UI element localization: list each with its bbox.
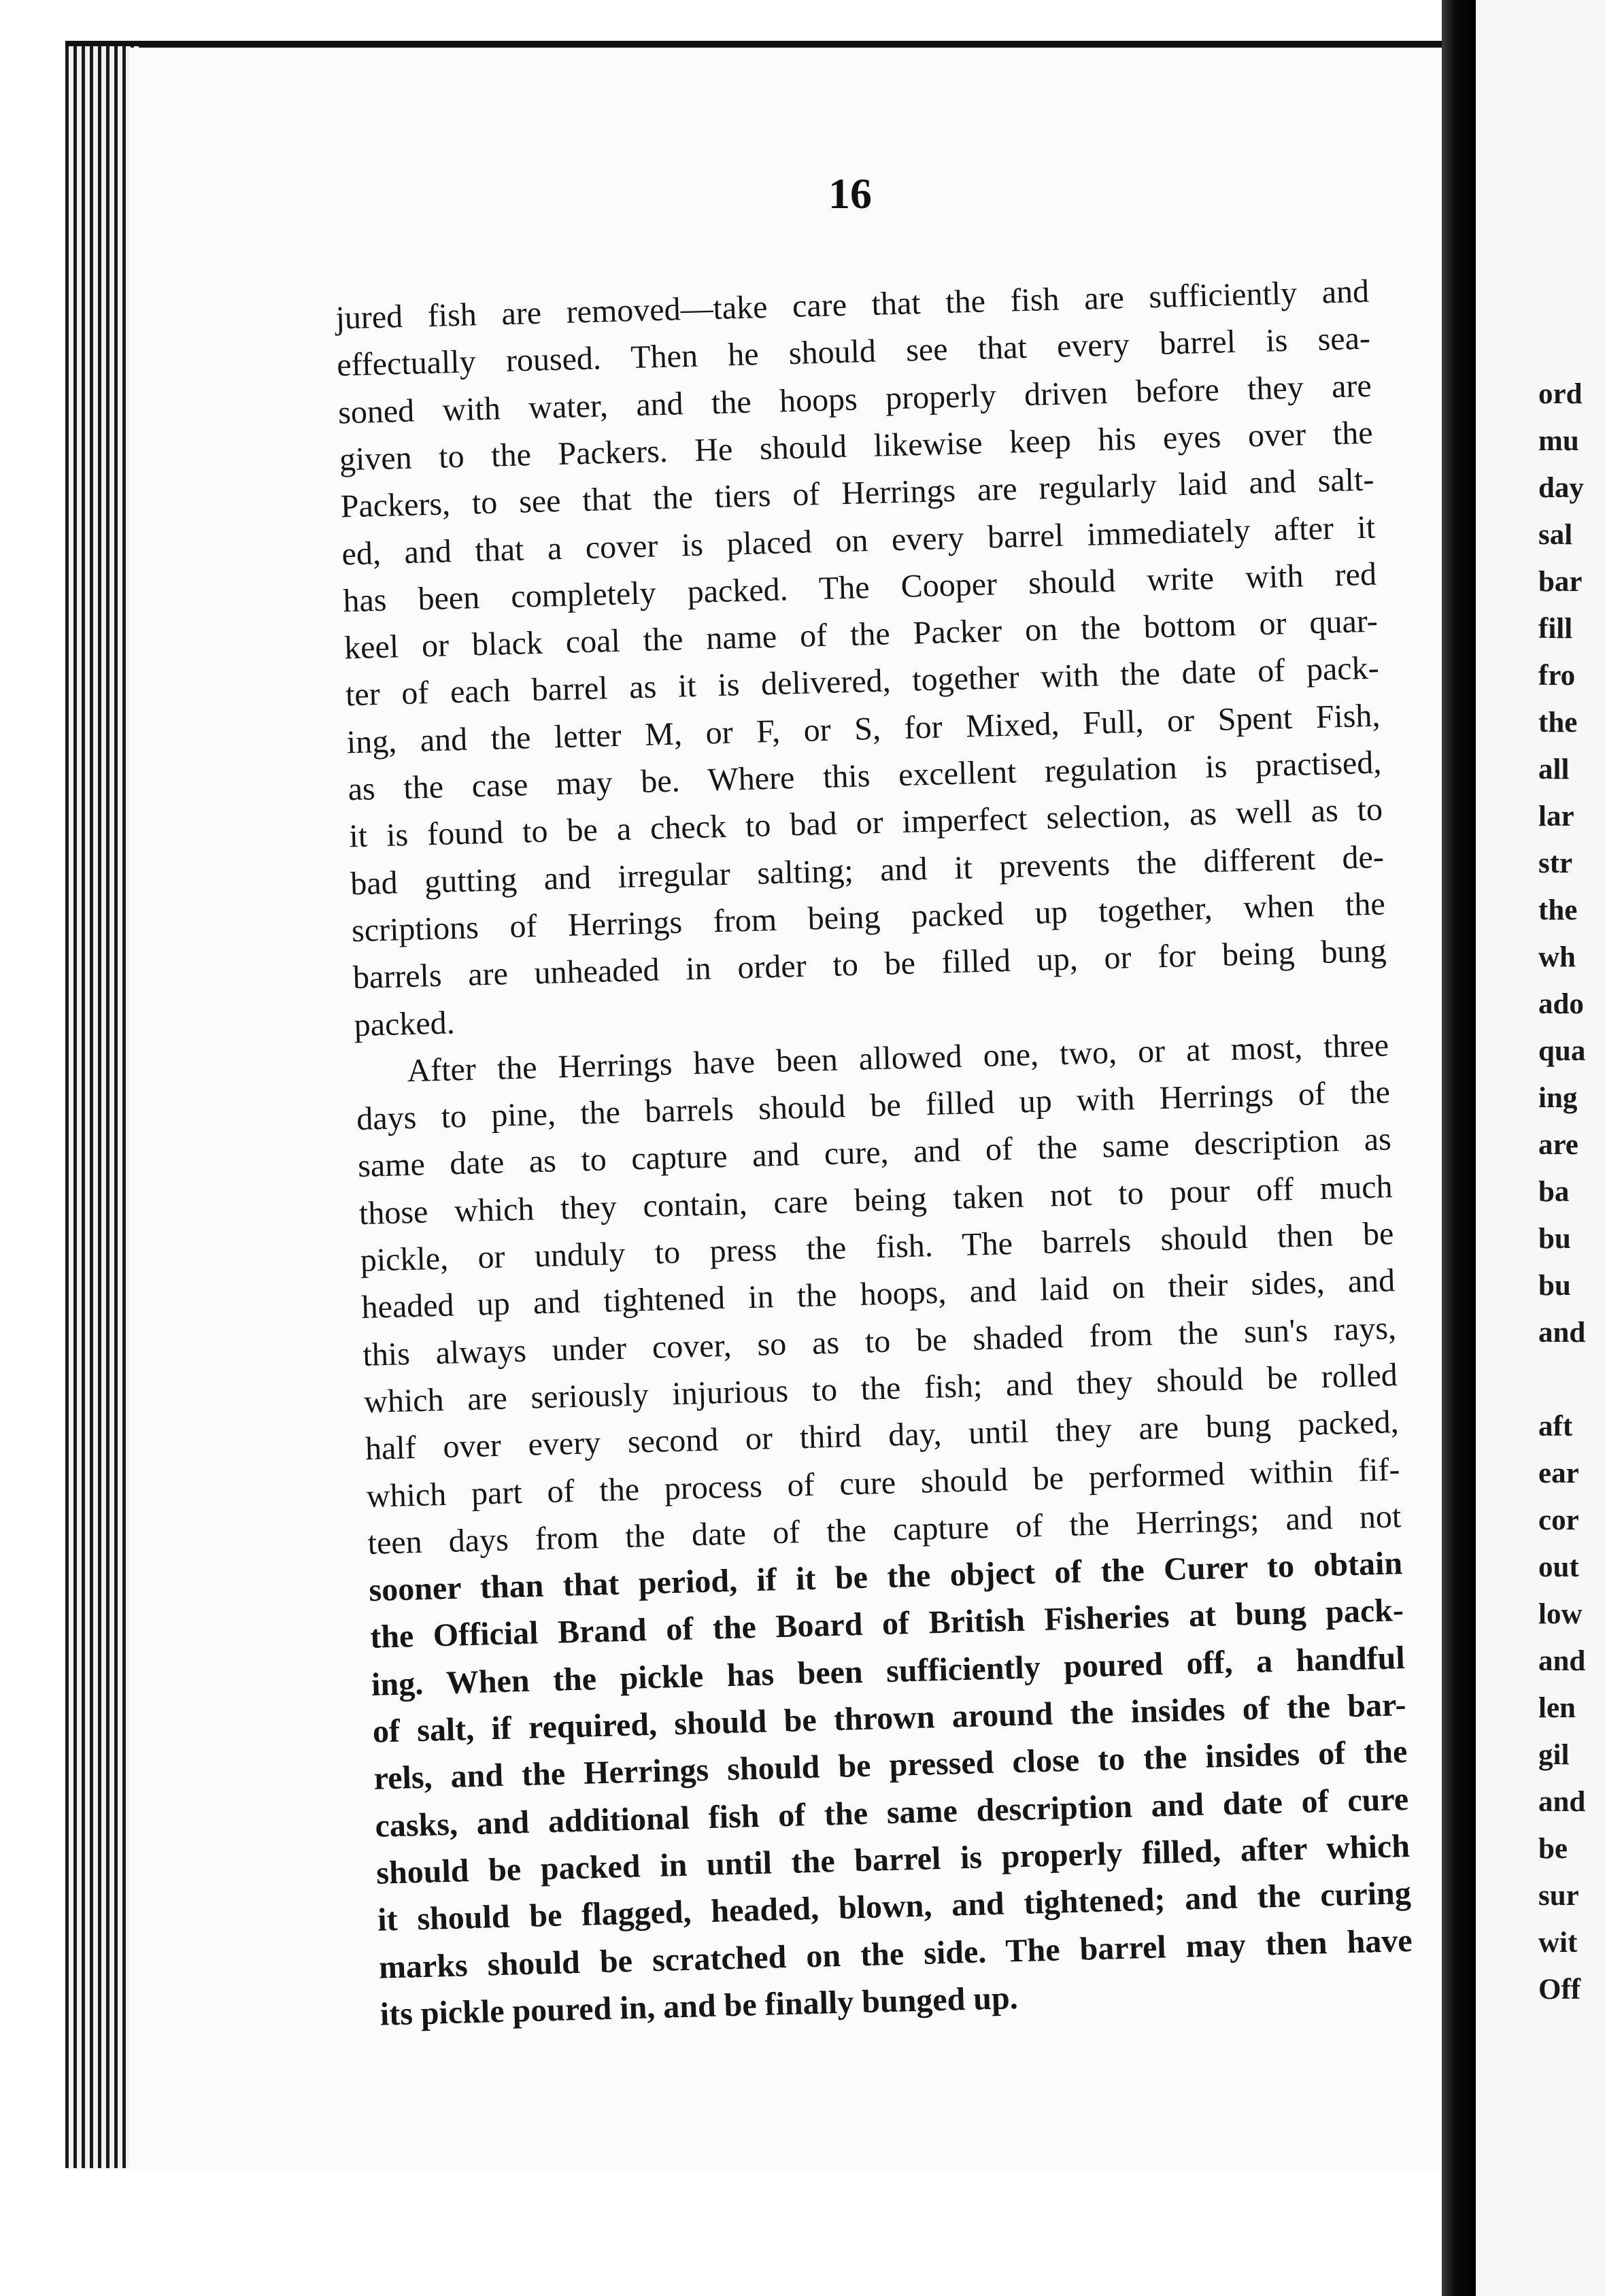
text-line: soned with water, and the hoops properly driven before they are xyxy=(337,367,1372,431)
facing-page-fragment: cor xyxy=(1538,1504,1579,1536)
text-line: Packers, to see that the tiers of Herrings are regularly laid and salt- xyxy=(340,461,1374,525)
text-line: bad gutting and irregular salting; and it prevents the different de- xyxy=(350,839,1385,902)
facing-page-fragment: Off xyxy=(1538,1974,1581,2006)
facing-page-fragment: sal xyxy=(1538,519,1573,551)
facing-page-fragment: bar xyxy=(1538,566,1583,598)
text-line: same date as to capture and cure, and of the same description as xyxy=(357,1121,1392,1185)
text-line: given to the Packers. He should likewise keep his eyes over the xyxy=(339,414,1374,478)
text-line: headed up and tightened in the hoops, and laid on their sides, and xyxy=(360,1262,1396,1326)
facing-page-fragment: aft xyxy=(1538,1411,1573,1442)
facing-page-fragment: out xyxy=(1538,1551,1579,1583)
text-line: ing. When the pickle has been sufficiently poured off, a handful xyxy=(371,1639,1406,1703)
text-line: sooner than that period, if it be the object of the Curer to obtain xyxy=(368,1545,1403,1608)
facing-page-fragment: ord xyxy=(1538,378,1583,410)
text-line: the Official Brand of the Board of British Fisheries at bung pack- xyxy=(369,1592,1404,1656)
facing-page-fragment: wh xyxy=(1538,941,1576,973)
facing-page-fragment: the xyxy=(1538,707,1578,739)
facing-page-fragment: bu xyxy=(1538,1223,1571,1255)
text-line: jured fish are removed—take care that the fish are sufficiently and xyxy=(335,273,1370,337)
facing-page-fragment: mu xyxy=(1538,425,1579,457)
facing-page-fragment: ear xyxy=(1538,1457,1579,1489)
facing-page-fragment: and xyxy=(1538,1317,1586,1349)
text-line: half over every second or third day, until they are bung packed, xyxy=(365,1404,1400,1468)
facing-page-fragment: fill xyxy=(1538,613,1573,645)
text-line: it is found to be a check to bad or imperfect selection, as well as to xyxy=(348,791,1383,855)
facing-page-fragment: low xyxy=(1538,1598,1583,1630)
text-line: it should be flagged, headed, blown, and tightened; and the curing xyxy=(377,1875,1412,1938)
text-line: scriptions of Herrings from being packed up together, when the xyxy=(351,885,1386,949)
facing-page-fragment: gil xyxy=(1538,1739,1570,1771)
facing-page-fragment: be xyxy=(1538,1833,1568,1865)
text-line: teen days from the date of the capture of the Herrings; and not xyxy=(367,1498,1402,1561)
facing-page-fragment: and xyxy=(1538,1645,1586,1677)
facing-page-fragment: sur xyxy=(1538,1880,1579,1912)
text-line: casks, and additional fish of the same description and date of cure xyxy=(374,1780,1409,1844)
facing-page-fragment: ado xyxy=(1538,988,1584,1020)
facing-page-fragment: len xyxy=(1538,1692,1576,1724)
facing-page-fragment: and xyxy=(1538,1786,1586,1818)
facing-page-fragment: str xyxy=(1538,847,1573,879)
text-line: pickle, or unduly to press the fish. The barrels should then be xyxy=(360,1215,1394,1279)
text-line: effectually roused. Then he should see that every barrel is sea- xyxy=(336,320,1371,384)
text-line: this always under cover, so as to be shaded from the sun's rays, xyxy=(362,1309,1397,1373)
facing-page-fragment: day xyxy=(1538,472,1584,504)
facing-page-fragment: wit xyxy=(1538,1927,1578,1959)
text-line: should be packed in until the barrel is properly filled, after which xyxy=(375,1827,1410,1891)
text-line: of salt, if required, should be thrown around the insides of the bar- xyxy=(372,1687,1407,1750)
facing-page-fragment: lar xyxy=(1538,800,1574,832)
text-line: rels, and the Herrings should be pressed close to the insides of the xyxy=(373,1734,1408,1797)
text-line: days to pine, the barrels should be filled up with Herrings of the xyxy=(356,1074,1391,1138)
text-line: packed. xyxy=(354,1004,456,1043)
text-line: has been completely packed. The Cooper should write with red xyxy=(342,556,1377,620)
facing-page-fragment: ing xyxy=(1538,1082,1578,1114)
text-line: as the case may be. Where this excellent regulation is practised, xyxy=(347,744,1382,808)
text-line: ed, and that a cover is placed on every barrel immediately after it xyxy=(341,509,1376,572)
facing-page-fragment: all xyxy=(1538,754,1570,786)
text-line: After the Herrings have been allowed one, two, or at most, three xyxy=(406,1027,1389,1089)
text-line: which part of the process of cure should be performed within fif- xyxy=(366,1451,1401,1515)
text-line: barrels are unheaded in order to be filled up, or for being bung xyxy=(352,932,1387,996)
text-line: ter of each barrel as it is delivered, together with the date of pack- xyxy=(345,649,1380,713)
text-line: keel or black coal the name of the Packer on the bottom or quar- xyxy=(343,603,1379,666)
facing-page-fragment: qua xyxy=(1538,1035,1586,1067)
text-line: ing, and the letter M, or F, or S, for Mixed, Full, or Spent Fish, xyxy=(346,697,1381,760)
text-line: those which they contain, care being taken not to pour off much xyxy=(358,1168,1393,1232)
text-line: which are seriously injurious to the fish; and they should be rolled xyxy=(363,1357,1398,1420)
page-number: 16 xyxy=(828,169,872,218)
facing-page-fragment: ba xyxy=(1538,1176,1570,1208)
text-line: its pickle poured in, and be finally bunged up. xyxy=(379,1979,1019,2033)
facing-page-fragment: bu xyxy=(1538,1270,1571,1302)
facing-page-fragment: fro xyxy=(1538,660,1576,692)
facing-page-fragment: the xyxy=(1538,894,1578,926)
facing-page-fragment: are xyxy=(1538,1129,1578,1161)
text-line: marks should be scratched on the side. The barrel may then have xyxy=(378,1922,1413,1986)
